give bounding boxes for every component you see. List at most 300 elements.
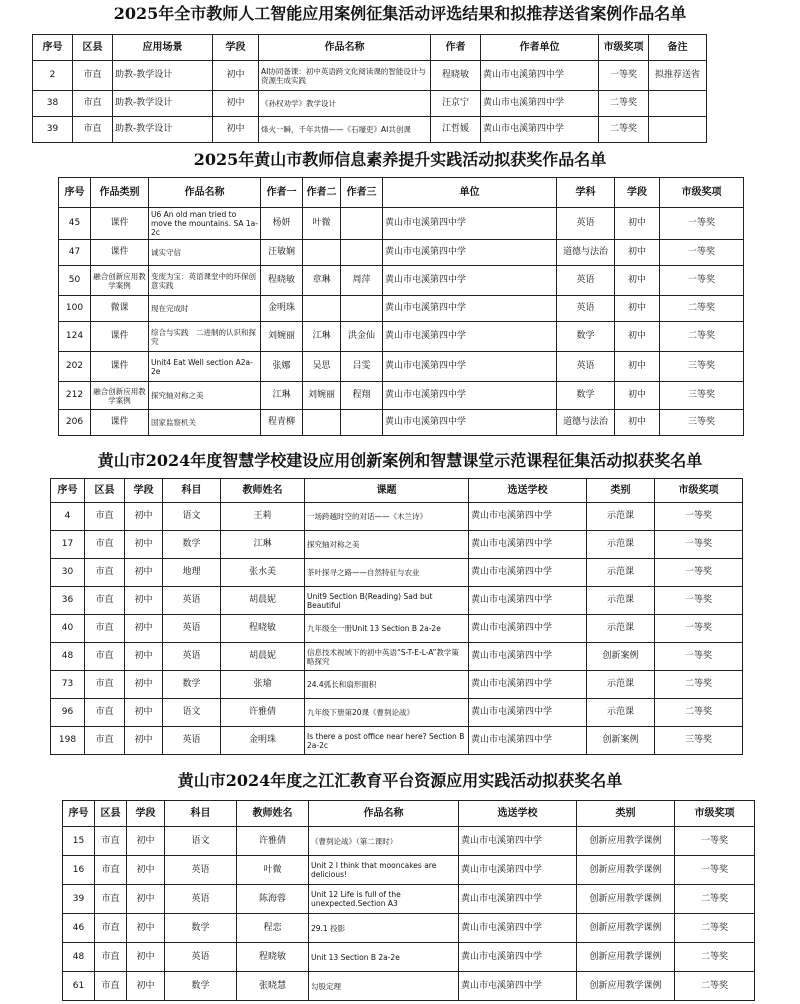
table-cell: 初中 <box>615 382 660 410</box>
table-cell: 二等奖 <box>599 91 649 117</box>
table-cell: 黄山市屯溪第四中学 <box>383 382 557 410</box>
column-header: 教师姓名 <box>221 479 305 503</box>
table-cell: 探究轴对称之美 <box>149 382 261 410</box>
table-cell: 39 <box>63 885 95 914</box>
column-header: 应用场景 <box>113 35 213 61</box>
table-cell: 二等奖 <box>599 117 649 143</box>
table-cell: 程恋 <box>237 914 309 943</box>
table-row <box>51 503 743 531</box>
table-cell: 二等奖 <box>660 296 744 322</box>
column-header: 科目 <box>165 801 237 827</box>
table-cell: 黄山市屯溪第四中学 <box>469 727 587 755</box>
table-cell: 汪敏娴 <box>261 240 303 266</box>
table-row <box>51 699 743 727</box>
table-cell: 市直 <box>85 671 125 699</box>
table-row <box>59 208 744 240</box>
column-header: 学段 <box>125 479 163 503</box>
table-cell: 张晓慧 <box>237 972 309 1001</box>
table-row <box>63 856 755 885</box>
table-header-row <box>59 178 744 208</box>
table-row <box>59 322 744 352</box>
table-row <box>59 352 744 382</box>
table-cell: 初中 <box>615 208 660 240</box>
table-cell <box>303 240 341 266</box>
column-header: 序号 <box>33 35 73 61</box>
table-cell: 叶微 <box>237 856 309 885</box>
table-cell: 张瑜 <box>221 671 305 699</box>
table-cell: 陈海蓉 <box>237 885 309 914</box>
table-cell: 市直 <box>85 587 125 615</box>
table-cell: 212 <box>59 382 91 410</box>
table-cell: U6 An old man tried to move the mountains. SA 1a-2c <box>149 208 261 240</box>
table-cell: 初中 <box>127 827 165 856</box>
table-cell: 《孙权劝学》教学设计 <box>259 91 431 117</box>
section-title: 2025年黄山市教师信息素养提升实践活动拟获奖作品名单 <box>193 150 607 169</box>
column-header: 作品名称 <box>149 178 261 208</box>
table-cell: 英语 <box>557 352 615 382</box>
table-row <box>51 587 743 615</box>
table-cell: 创新应用教学课例 <box>577 914 675 943</box>
table-cell: 黄山市屯溪第四中学 <box>459 914 577 943</box>
table-row <box>51 531 743 559</box>
table-row <box>51 615 743 643</box>
column-header: 科目 <box>163 479 221 503</box>
table-cell: 市直 <box>85 559 125 587</box>
table-cell: 初中 <box>125 727 163 755</box>
column-header: 备注 <box>649 35 707 61</box>
table-cell: 三等奖 <box>660 410 744 436</box>
table-cell: 初中 <box>125 587 163 615</box>
column-header: 学段 <box>615 178 660 208</box>
table-cell: 一等奖 <box>655 615 743 643</box>
table-cell: 16 <box>63 856 95 885</box>
table-cell: 一等奖 <box>655 643 743 671</box>
table-cell: 英语 <box>165 885 237 914</box>
table-cell: 课件 <box>91 240 149 266</box>
table-row <box>63 943 755 972</box>
table-cell: 4 <box>51 503 85 531</box>
table-cell: 江琳 <box>303 322 341 352</box>
table-cell: 黄山市屯溪第四中学 <box>459 885 577 914</box>
table-cell: 助教-教学设计 <box>113 91 213 117</box>
table-cell: 一等奖 <box>655 531 743 559</box>
award-table <box>50 478 743 755</box>
table-cell: 烽火一瞬，千年共情——《石壕吏》AI共创课 <box>259 117 431 143</box>
column-header: 区县 <box>85 479 125 503</box>
table-cell: 创新应用教学课例 <box>577 856 675 885</box>
table-header-row <box>63 801 755 827</box>
table-cell: 40 <box>51 615 85 643</box>
table-cell: 市直 <box>85 643 125 671</box>
table-cell: 探究轴对称之美 <box>305 531 469 559</box>
table-cell: 一等奖 <box>675 827 755 856</box>
table-cell: 课件 <box>91 322 149 352</box>
column-header: 作者二 <box>303 178 341 208</box>
table-cell: 张娜 <box>261 352 303 382</box>
table-cell: 黄山市屯溪第四中学 <box>459 943 577 972</box>
table-cell: 金明珠 <box>261 296 303 322</box>
table-cell: 创新案例 <box>587 727 655 755</box>
table-cell: 30 <box>51 559 85 587</box>
column-header: 作品类别 <box>91 178 149 208</box>
table-cell: 市直 <box>73 117 113 143</box>
table-cell: 市直 <box>85 699 125 727</box>
table-cell: 二等奖 <box>660 322 744 352</box>
table-cell: 黄山市屯溪第四中学 <box>469 587 587 615</box>
table-cell: 46 <box>63 914 95 943</box>
table-cell: 刘婉丽 <box>303 382 341 410</box>
table-cell: 17 <box>51 531 85 559</box>
table-row <box>51 727 743 755</box>
table-row <box>59 410 744 436</box>
table-cell: 黄山市屯溪第四中学 <box>383 410 557 436</box>
award-table <box>32 34 707 143</box>
column-header: 选送学校 <box>469 479 587 503</box>
table-cell: 章琳 <box>303 266 341 296</box>
table-cell: 初中 <box>127 856 165 885</box>
section-title: 黄山市2024年度智慧学校建设应用创新案例和智慧课堂示范课程征集活动拟获奖名单 <box>97 451 703 470</box>
table-cell: 124 <box>59 322 91 352</box>
table-cell: 黄山市屯溪第四中学 <box>383 296 557 322</box>
table-cell: 创新应用教学课例 <box>577 827 675 856</box>
table-cell: 杨妍 <box>261 208 303 240</box>
table-cell: 示范课 <box>587 587 655 615</box>
table-cell <box>649 117 707 143</box>
table-cell: 黄山市屯溪第四中学 <box>383 352 557 382</box>
column-header: 市级奖项 <box>660 178 744 208</box>
table-cell: 现在完成时 <box>149 296 261 322</box>
table-cell: 96 <box>51 699 85 727</box>
table-row <box>63 827 755 856</box>
table-cell: 初中 <box>615 410 660 436</box>
table-cell: 课件 <box>91 208 149 240</box>
table-cell <box>649 91 707 117</box>
table-cell: 地理 <box>163 559 221 587</box>
table-cell: 初中 <box>125 671 163 699</box>
table-cell: 二等奖 <box>675 972 755 1001</box>
table-row <box>59 266 744 296</box>
table-cell: 程晓敏 <box>237 943 309 972</box>
table-cell: 初中 <box>615 322 660 352</box>
column-header: 作者 <box>431 35 481 61</box>
column-header: 市级奖项 <box>655 479 743 503</box>
table-cell: 二等奖 <box>675 885 755 914</box>
table-cell: 初中 <box>125 615 163 643</box>
column-header: 序号 <box>63 801 95 827</box>
table-cell: 市直 <box>95 885 127 914</box>
table-cell: 张水美 <box>221 559 305 587</box>
column-header: 作品名称 <box>309 801 459 827</box>
table-cell: 九年级下册第20课《曹刿论战》 <box>305 699 469 727</box>
table-cell: 黄山市屯溪第四中学 <box>469 671 587 699</box>
column-header: 市级奖项 <box>599 35 649 61</box>
table-cell: 拟推荐送省 <box>649 61 707 91</box>
table-cell: 市直 <box>95 827 127 856</box>
table-cell: 黄山市屯溪第四中学 <box>481 117 599 143</box>
table-cell: 初中 <box>127 914 165 943</box>
table-cell: 示范课 <box>587 671 655 699</box>
table-cell: Unit9 Section B(Reading) Sad but Beautiful <box>305 587 469 615</box>
table-cell: 周萍 <box>341 266 383 296</box>
table-cell: 程晓敏 <box>431 61 481 91</box>
table-cell <box>341 410 383 436</box>
table-cell: 198 <box>51 727 85 755</box>
table-cell: 初中 <box>615 352 660 382</box>
table-cell: 数学 <box>165 914 237 943</box>
table-cell: 示范课 <box>587 503 655 531</box>
table-cell: 黄山市屯溪第四中学 <box>469 503 587 531</box>
table-cell: 一等奖 <box>655 587 743 615</box>
table-cell: 英语 <box>163 587 221 615</box>
table-cell: 初中 <box>213 61 259 91</box>
table-cell: 金明珠 <box>221 727 305 755</box>
table-cell: 黄山市屯溪第四中学 <box>469 615 587 643</box>
table-cell: 融合创新应用教学案例 <box>91 266 149 296</box>
table-cell: 三等奖 <box>660 382 744 410</box>
table-cell: 语文 <box>163 503 221 531</box>
table-cell: 诚实守信 <box>149 240 261 266</box>
table-cell: 初中 <box>125 559 163 587</box>
table-cell: 江琳 <box>261 382 303 410</box>
table-cell: 信息技术视域下的初中英语“S-T-E-L-A”教学策略探究 <box>305 643 469 671</box>
table-cell: 一等奖 <box>599 61 649 91</box>
table-cell: 示范课 <box>587 531 655 559</box>
table-row <box>59 382 744 410</box>
table-cell: 73 <box>51 671 85 699</box>
table-cell: 英语 <box>163 615 221 643</box>
column-header: 课题 <box>305 479 469 503</box>
table-cell: 示范课 <box>587 699 655 727</box>
table-cell: 英语 <box>165 943 237 972</box>
table-cell: 胡晨妮 <box>221 587 305 615</box>
column-header: 教师姓名 <box>237 801 309 827</box>
table-cell: 一等奖 <box>660 240 744 266</box>
table-cell: 洪金仙 <box>341 322 383 352</box>
table-cell: 程晓敏 <box>221 615 305 643</box>
column-header: 区县 <box>73 35 113 61</box>
table-header-row <box>51 479 743 503</box>
column-header: 选送学校 <box>459 801 577 827</box>
table-cell: 市直 <box>85 531 125 559</box>
table-cell: 初中 <box>127 943 165 972</box>
table-cell: 吕雯 <box>341 352 383 382</box>
table-row <box>63 972 755 1001</box>
table-cell: 创新应用教学课例 <box>577 885 675 914</box>
table-cell: Unit 12 Life is full of the unexpected.Section A3 <box>309 885 459 914</box>
table-row <box>51 671 743 699</box>
table-cell <box>341 208 383 240</box>
section-title: 2025年全市教师人工智能应用案例征集活动评选结果和拟推荐送省案例作品名单 <box>113 4 687 23</box>
table-row <box>51 559 743 587</box>
table-cell: 初中 <box>615 296 660 322</box>
table-cell: 初中 <box>125 643 163 671</box>
table-cell: 初中 <box>615 266 660 296</box>
column-header: 作品名称 <box>259 35 431 61</box>
table-cell: 初中 <box>125 531 163 559</box>
table-cell: 英语 <box>557 208 615 240</box>
table-cell: 三等奖 <box>655 727 743 755</box>
table-cell: Unit4 Eat Well section A2a-2e <box>149 352 261 382</box>
table-cell: 课件 <box>91 352 149 382</box>
table-cell: 汪京宁 <box>431 91 481 117</box>
table-cell: 一等奖 <box>655 503 743 531</box>
table-cell: 黄山市屯溪第四中学 <box>469 699 587 727</box>
table-row <box>33 61 707 91</box>
table-cell: 36 <box>51 587 85 615</box>
table-cell: 助教-教学设计 <box>113 61 213 91</box>
table-cell: 许雅倩 <box>221 699 305 727</box>
table-cell: 创新应用教学课例 <box>577 943 675 972</box>
award-table <box>62 800 755 1001</box>
table-cell: 2 <box>33 61 73 91</box>
table-cell: 江琳 <box>221 531 305 559</box>
table-cell: 黄山市屯溪第四中学 <box>459 827 577 856</box>
table-cell: 二等奖 <box>655 671 743 699</box>
table-cell: 市直 <box>85 615 125 643</box>
table-cell: 变废为宝：英语课堂中的环保创意实践 <box>149 266 261 296</box>
table-cell <box>341 296 383 322</box>
table-cell: 程晓敏 <box>261 266 303 296</box>
table-cell: 初中 <box>213 91 259 117</box>
table-cell: 初中 <box>127 972 165 1001</box>
table-cell: 市直 <box>95 914 127 943</box>
table-cell: 一等奖 <box>660 208 744 240</box>
table-row <box>63 885 755 914</box>
column-header: 序号 <box>51 479 85 503</box>
table-cell: 程青柳 <box>261 410 303 436</box>
table-cell: 初中 <box>615 240 660 266</box>
table-cell: 黄山市屯溪第四中学 <box>469 531 587 559</box>
table-cell: 综合与实践 二进制的认识和探究 <box>149 322 261 352</box>
table-row <box>59 240 744 266</box>
table-cell: 王莉 <box>221 503 305 531</box>
table-cell: 示范课 <box>587 559 655 587</box>
column-header: 作者三 <box>341 178 383 208</box>
table-cell: 创新应用教学课例 <box>577 972 675 1001</box>
column-header: 单位 <box>383 178 557 208</box>
table-cell: Unit 2 I think that mooncakes are delicious! <box>309 856 459 885</box>
table-cell: 24.4弧长和扇形面积 <box>305 671 469 699</box>
table-cell: 38 <box>33 91 73 117</box>
table-cell: 初中 <box>125 503 163 531</box>
table-cell: 50 <box>59 266 91 296</box>
table-cell: 胡晨妮 <box>221 643 305 671</box>
column-header: 类别 <box>587 479 655 503</box>
table-cell: 二等奖 <box>675 943 755 972</box>
table-cell <box>341 240 383 266</box>
table-cell: 206 <box>59 410 91 436</box>
table-cell: 市直 <box>85 503 125 531</box>
table-cell: 202 <box>59 352 91 382</box>
column-header: 区县 <box>95 801 127 827</box>
table-cell: 市直 <box>95 856 127 885</box>
table-cell <box>303 410 341 436</box>
table-cell: 黄山市屯溪第四中学 <box>469 643 587 671</box>
column-header: 学段 <box>213 35 259 61</box>
table-row <box>33 117 707 143</box>
table-row <box>59 296 744 322</box>
table-cell: 黄山市屯溪第四中学 <box>383 240 557 266</box>
table-cell: 市直 <box>73 61 113 91</box>
table-cell: 黄山市屯溪第四中学 <box>459 856 577 885</box>
table-cell: 语文 <box>163 699 221 727</box>
table-cell: 一等奖 <box>675 856 755 885</box>
table-cell: 市直 <box>85 727 125 755</box>
table-cell: 英语 <box>163 643 221 671</box>
table-cell: 39 <box>33 117 73 143</box>
table-cell: 吴思 <box>303 352 341 382</box>
table-cell: 市直 <box>95 972 127 1001</box>
table-row <box>63 914 755 943</box>
table-cell: 数学 <box>165 972 237 1001</box>
table-cell: 英语 <box>165 856 237 885</box>
table-cell: 一等奖 <box>655 559 743 587</box>
table-cell: 示范课 <box>587 615 655 643</box>
table-cell: 助教-教学设计 <box>113 117 213 143</box>
table-cell: 江哲媛 <box>431 117 481 143</box>
table-cell: 勾股定理 <box>309 972 459 1001</box>
table-cell: 创新案例 <box>587 643 655 671</box>
table-cell: 刘婉丽 <box>261 322 303 352</box>
table-cell: 29.1 投影 <box>309 914 459 943</box>
table-cell: 数学 <box>557 322 615 352</box>
table-cell: Unit 13 Section B 2a-2e <box>309 943 459 972</box>
table-cell: 三等奖 <box>660 352 744 382</box>
table-cell: 初中 <box>127 885 165 914</box>
table-cell: 语文 <box>165 827 237 856</box>
table-row <box>51 643 743 671</box>
table-cell: 黄山市屯溪第四中学 <box>383 322 557 352</box>
table-cell: 15 <box>63 827 95 856</box>
table-cell: 61 <box>63 972 95 1001</box>
table-cell: 英语 <box>163 727 221 755</box>
table-cell: 一场跨越时空的对话——《木兰诗》 <box>305 503 469 531</box>
table-cell: AI协同备课：初中英语跨文化阅读课的智能设计与资源生成实践 <box>259 61 431 91</box>
column-header: 作者一 <box>261 178 303 208</box>
table-cell: 47 <box>59 240 91 266</box>
table-cell: 数学 <box>163 531 221 559</box>
table-cell: 45 <box>59 208 91 240</box>
table-cell: 市直 <box>95 943 127 972</box>
table-cell: 初中 <box>125 699 163 727</box>
column-header: 学科 <box>557 178 615 208</box>
table-cell: 黄山市屯溪第四中学 <box>459 972 577 1001</box>
table-cell: 市直 <box>73 91 113 117</box>
award-table <box>58 177 744 436</box>
table-cell: 100 <box>59 296 91 322</box>
table-header-row <box>33 35 707 61</box>
table-cell: 数学 <box>557 382 615 410</box>
table-cell: Is there a post office near here? Section B 2a-2c <box>305 727 469 755</box>
column-header: 类别 <box>577 801 675 827</box>
table-cell: 融合创新应用教学案例 <box>91 382 149 410</box>
table-cell: 初中 <box>213 117 259 143</box>
table-cell: 许雅倩 <box>237 827 309 856</box>
table-cell: 《曹刿论战》（第二课时） <box>309 827 459 856</box>
table-cell: 黄山市屯溪第四中学 <box>481 91 599 117</box>
column-header: 序号 <box>59 178 91 208</box>
table-cell: 二等奖 <box>655 699 743 727</box>
table-cell: 九年级全一册Unit 13 Section B 2a-2e <box>305 615 469 643</box>
table-cell: 英语 <box>557 296 615 322</box>
table-cell: 黄山市屯溪第四中学 <box>469 559 587 587</box>
table-row <box>33 91 707 117</box>
table-cell: 黄山市屯溪第四中学 <box>383 208 557 240</box>
table-cell: 48 <box>51 643 85 671</box>
table-cell: 黄山市屯溪第四中学 <box>383 266 557 296</box>
column-header: 市级奖项 <box>675 801 755 827</box>
table-cell <box>303 296 341 322</box>
